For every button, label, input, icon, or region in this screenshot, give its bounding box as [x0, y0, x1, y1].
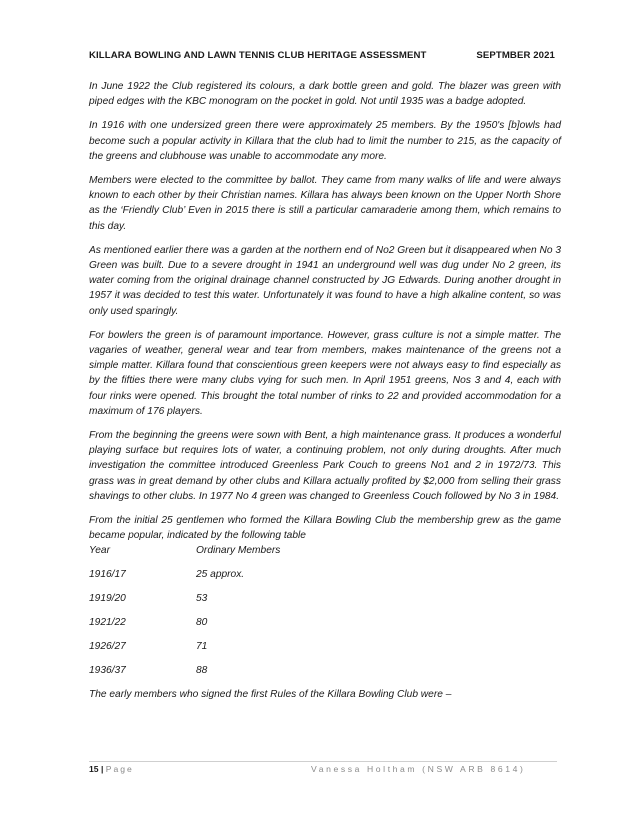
page-label: Page: [105, 764, 134, 774]
page-footer: [89, 764, 557, 778]
document-date: SEPTMBER 2021: [476, 50, 555, 61]
table-header-members: Ordinary Members: [196, 545, 281, 556]
table-cell-members: 71: [196, 641, 208, 652]
paragraph-grass: From the beginning the greens were sown with Bent, a high maintenance grass. It produces a wonderful playing surface but requires lots of water, a continuing problem, not only during droughts. After much investigation the committee introduced Greenless Park Couch to greens No1 and 2 in 1972/73. This grass was in great demand by other clubs and Killara actually profited by $2,000 from selling their grass shavings to other clubs. In 1977 No 4 green was changed to Greenless Couch followed by No 3 in 1984.: [89, 430, 561, 502]
table-header-year: Year: [89, 545, 110, 556]
page-indicator: [89, 764, 134, 774]
closing-sentence: The early members who signed the first Rules of the Killara Bowling Club were –: [89, 689, 452, 700]
paragraph-members: In 1916 with one undersized green there were approximately 25 members. By the 1950's [b]owls had become such a popular activity in Killara that the club had to limit the number to 215, as the capacity of the greens and clubhouse was unable to accommodate any more.: [89, 120, 561, 162]
page-number: 15: [89, 764, 99, 774]
table-cell-year: 1916/17: [89, 569, 126, 580]
document-body: [89, 79, 561, 552]
table-cell-members: 80: [196, 617, 208, 628]
table-cell-year: 1919/20: [89, 593, 126, 604]
author-credit: Vanessa Holtham (NSW ARB 8614): [311, 764, 526, 774]
paragraph-committee: Members were elected to the committee by ballot. They came from many walks of life and were always known to each other by their Christian names. Killara has always been known on the Upper North Shore as the ‘Friendly Club’ Even in 2015 there is still a particular camaraderie among them, which remains to this day.: [89, 175, 561, 232]
table-cell-members: 53: [196, 593, 208, 604]
paragraph-membership-growth: From the initial 25 gentlemen who formed the Killara Bowling Club the membership grew as the game became popular, indicated by the following table: [89, 515, 561, 542]
table-cell-year: 1936/37: [89, 665, 126, 676]
paragraph-green-keeping: For bowlers the green is of paramount importance. However, grass culture is not a simple matter. The vagaries of weather, general wear and tear from members, makes maintenance of the greens not a simple matter. Killara found that conscientious green keepers were not always easy to find especially as by the fifties there were many clubs vying for such men. In April 1951 greens, Nos 3 and 4, each with four rinks were opened. This brought the total number of rinks to 22 and provided accommodation for a maximum of 176 players.: [89, 329, 561, 417]
paragraph-colours: In June 1922 the Club registered its colours, a dark bottle green and gold. The blazer was green with piped edges with the KBC monogram on the pocket in gold. Not until 1935 was a badge adopted.: [89, 81, 561, 108]
table-cell-members: 25 approx.: [196, 569, 245, 580]
paragraph-garden-well: As mentioned earlier there was a garden at the northern end of No2 Green but it disappeared when No 3 Green was built. Due to a severe drought in 1941 an underground well was dug under No 2 green, its water coming from the original drainage channel constructed by JG Edwards. During another drought in 1957 it was decided to test this water. Unfortunately it was found to have a high alkaline content, so was only used sparingly.: [89, 244, 561, 317]
table-cell-year: 1921/22: [89, 617, 126, 628]
document-title: KILLARA BOWLING AND LAWN TENNIS CLUB HERITAGE ASSESSMENT: [89, 50, 427, 61]
table-cell-year: 1926/27: [89, 641, 126, 652]
page-separator: |: [100, 764, 104, 774]
footer-divider: [89, 761, 557, 762]
table-cell-members: 88: [196, 665, 208, 676]
page-header: [89, 50, 555, 64]
